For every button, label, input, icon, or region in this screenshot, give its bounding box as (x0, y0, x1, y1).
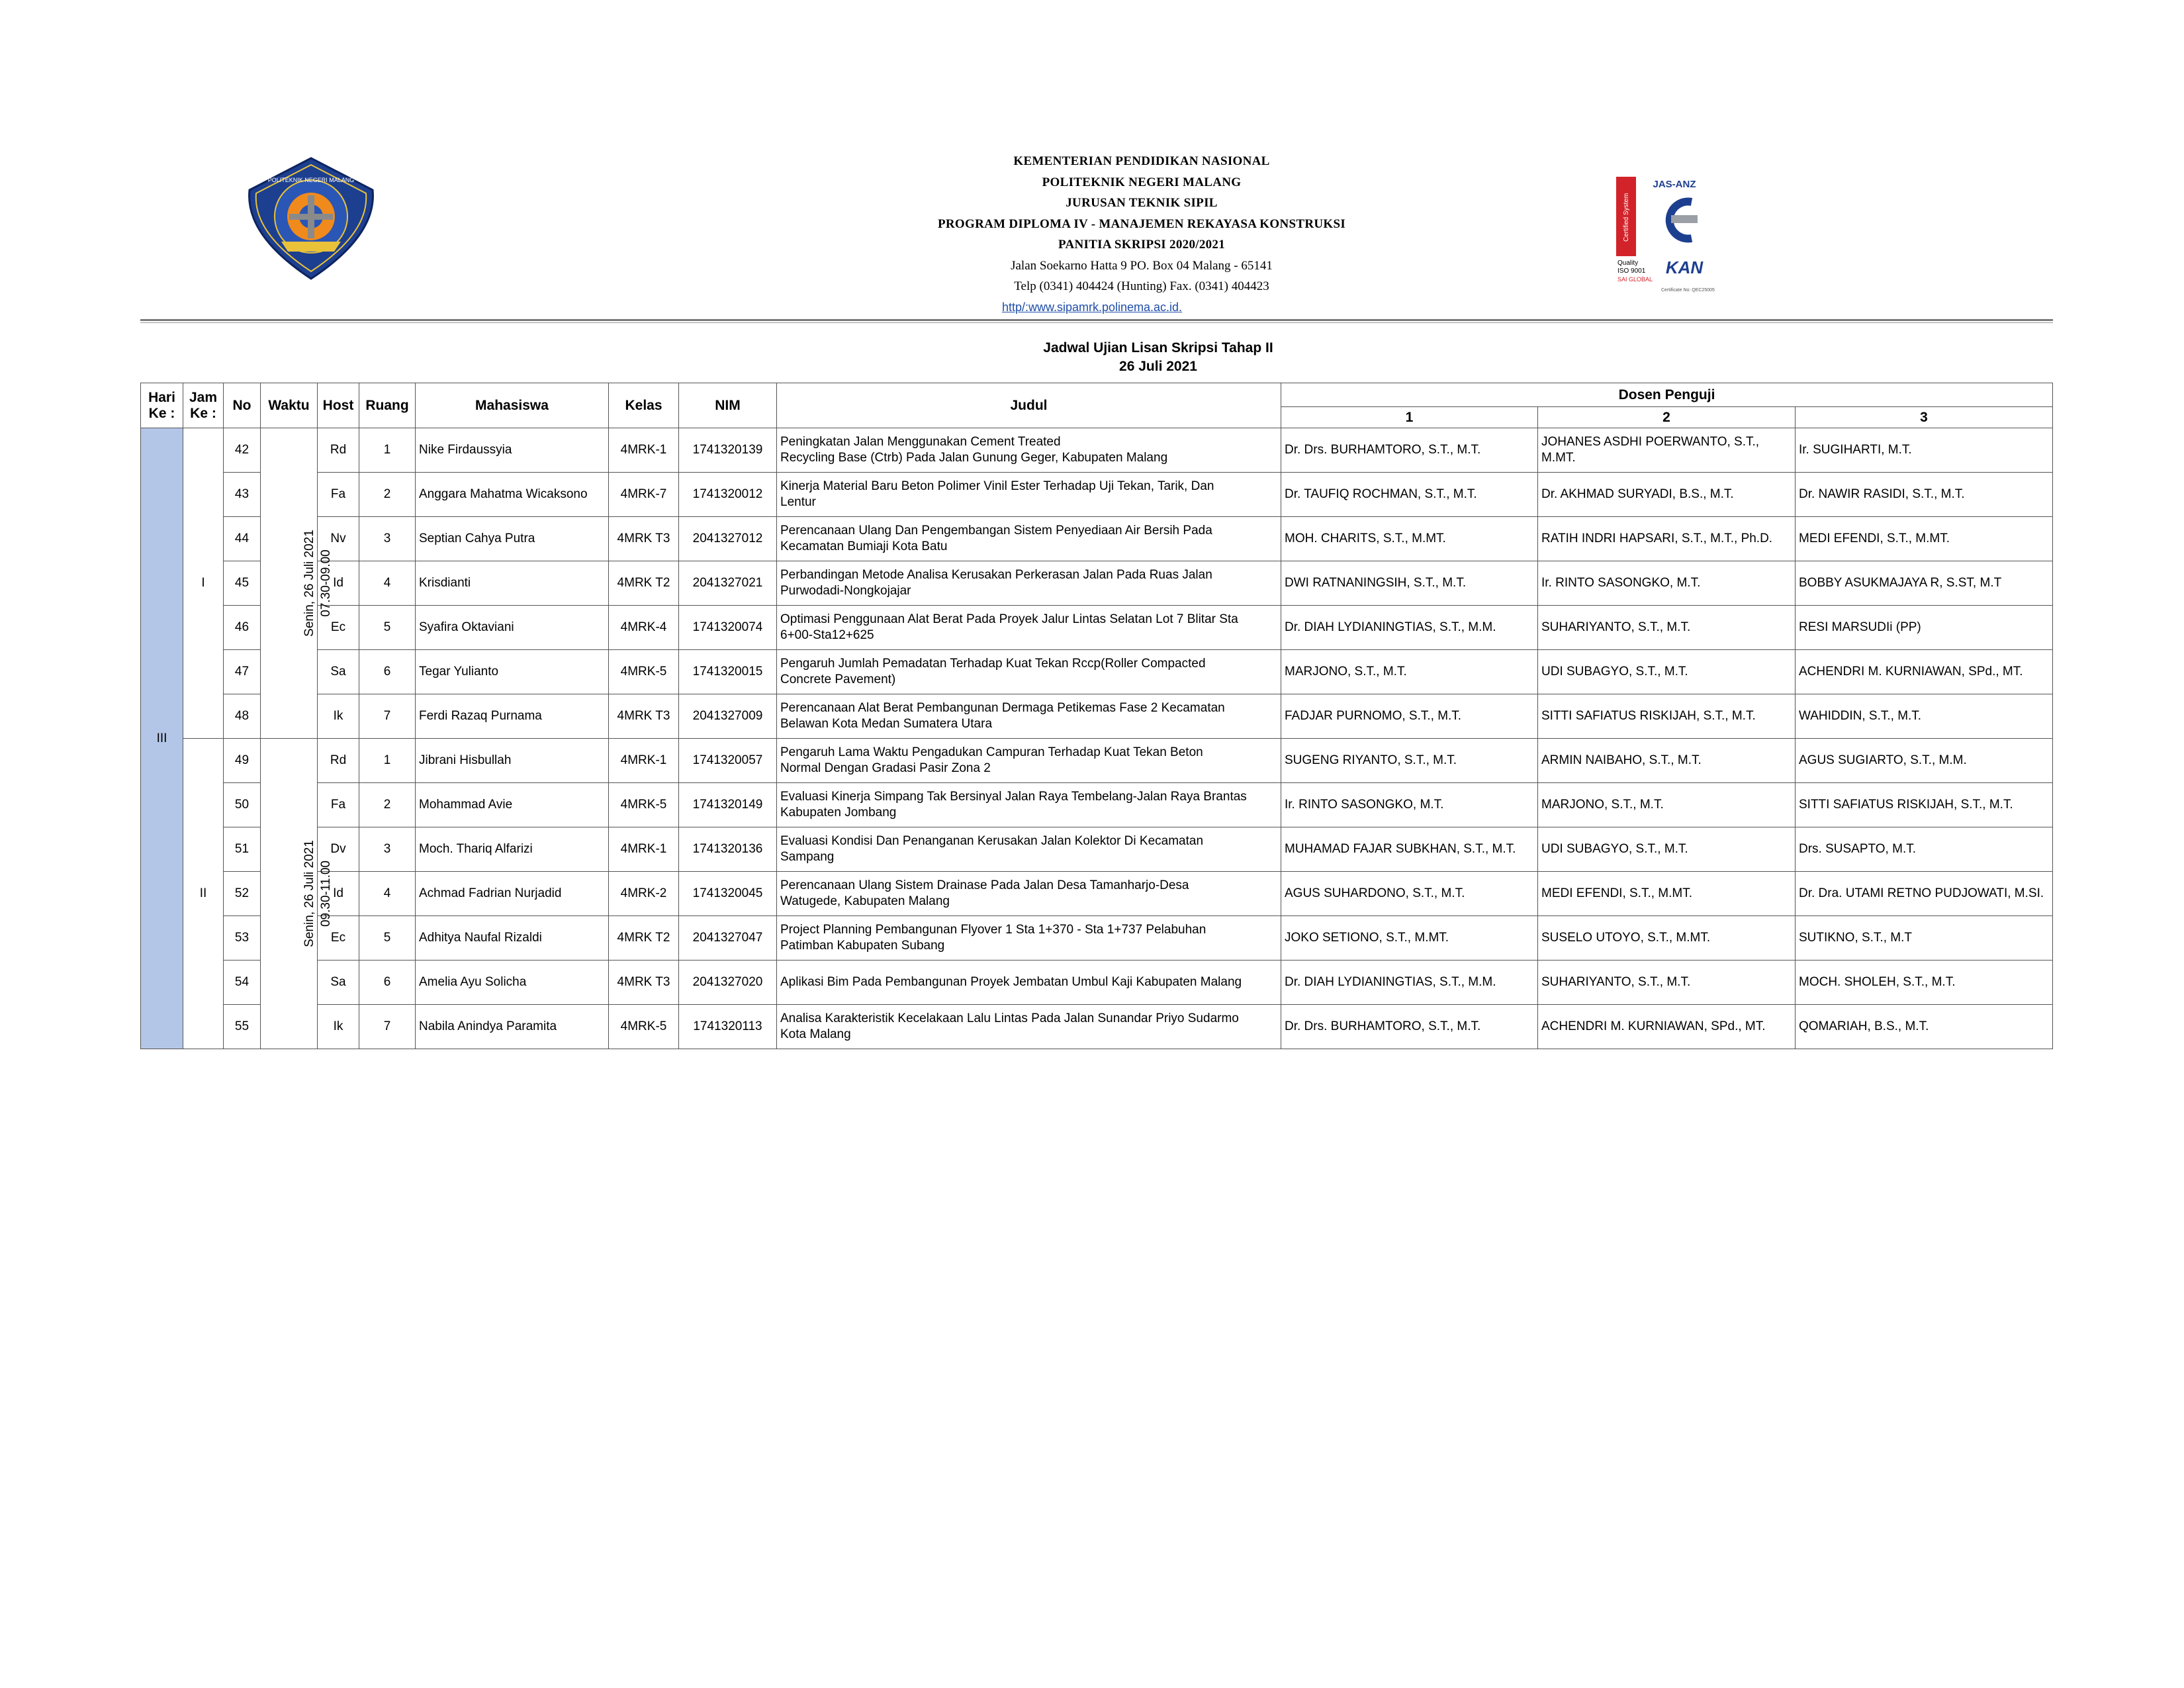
nim-cell: 1741320015 (679, 650, 777, 694)
judul-line-2: 6+00-Sta12+625 (780, 628, 874, 642)
ministry-line: KEMENTERIAN PENDIDIKAN NASIONAL (1013, 154, 1270, 168)
no-cell: 52 (224, 872, 261, 916)
nim-cell: 1741320012 (679, 473, 777, 517)
svg-text:POLITEKNIK NEGERI MALANG: POLITEKNIK NEGERI MALANG (267, 177, 355, 183)
judul-cell (777, 872, 1281, 916)
judul-line-2: Purwodadi-Nongkojajar (780, 584, 911, 598)
col-no: No (224, 383, 261, 428)
kelas-cell: 4MRK-5 (609, 650, 679, 694)
judul-line-1: Optimasi Penggunaan Alat Berat Pada Proyek Jalur Lintas Selatan Lot 7 Blitar Sta (780, 612, 1238, 626)
header-rule-thin (140, 322, 2053, 323)
penguji-1-cell: Ir. RINTO SASONGKO, M.T. (1281, 783, 1538, 827)
penguji-1-cell: MARJONO, S.T., M.T. (1281, 650, 1538, 694)
judul-cell (777, 428, 1281, 473)
col-nim: NIM (679, 383, 777, 428)
penguji-3-cell: WAHIDDIN, S.T., M.T. (1796, 694, 2053, 739)
penguji-1-cell: MUHAMAD FAJAR SUBKHAN, S.T., M.T. (1281, 827, 1538, 872)
svg-text:Certificate No: QEC25005: Certificate No: QEC25005 (1661, 288, 1715, 293)
ruang-cell: 3 (359, 517, 416, 561)
judul-line-2: Patimban Kabupaten Subang (780, 939, 945, 953)
waktu-date: Senin, 26 Juli 2021 (302, 840, 316, 947)
no-cell: 47 (224, 650, 261, 694)
judul-line-1: Perbandingan Metode Analisa Kerusakan Perkerasan Jalan Pada Ruas Jalan (780, 568, 1212, 582)
table-row (141, 473, 2053, 517)
penguji-2-cell: Ir. RINTO SASONGKO, M.T. (1538, 561, 1796, 606)
waktu-date: Senin, 26 Juli 2021 (302, 530, 316, 637)
penguji-2-cell: SUSELO UTOYO, S.T., M.MT. (1538, 916, 1796, 961)
waktu-text (301, 840, 334, 947)
mahasiswa-cell: Moch. Thariq Alfarizi (416, 827, 609, 872)
institution-line: POLITEKNIK NEGERI MALANG (1042, 175, 1242, 189)
col-dosen-penguji: Dosen Penguji (1281, 383, 2053, 407)
department-line: JURUSAN TEKNIK SIPIL (1066, 196, 1218, 210)
mahasiswa-cell: Nabila Anindya Paramita (416, 1005, 609, 1049)
host-cell: Sa (318, 961, 359, 1005)
col-jam: Jam Ke : (183, 383, 224, 428)
document-title (893, 339, 1423, 376)
penguji-3-cell: Dr. NAWIR RASIDI, S.T., M.T. (1796, 473, 2053, 517)
svg-text:ISO 9001: ISO 9001 (1617, 267, 1646, 275)
nim-cell: 1741320074 (679, 606, 777, 650)
table-row (141, 650, 2053, 694)
committee-line: PANITIA SKRIPSI 2020/2021 (1058, 238, 1226, 252)
kelas-cell: 4MRK T3 (609, 961, 679, 1005)
judul-line-1: Evaluasi Kondisi Dan Penanganan Kerusakan Jalan Kolektor Di Kecamatan (780, 834, 1204, 848)
mahasiswa-cell: Krisdianti (416, 561, 609, 606)
jam-cell (183, 428, 224, 739)
hari-cell (141, 428, 183, 1049)
nim-cell: 1741320136 (679, 827, 777, 872)
penguji-1-cell: DWI RATNANINGSIH, S.T., M.T. (1281, 561, 1538, 606)
host-cell: Id (318, 872, 359, 916)
penguji-3-cell: QOMARIAH, B.S., M.T. (1796, 1005, 2053, 1049)
penguji-3-cell: MOCH. SHOLEH, S.T., M.T. (1796, 961, 2053, 1005)
penguji-3-cell: SUTIKNO, S.T., M.T (1796, 916, 2053, 961)
letterhead (794, 151, 1489, 317)
nim-cell: 2041327012 (679, 517, 777, 561)
judul-line-2: Sampang (780, 850, 835, 864)
ruang-cell: 6 (359, 961, 416, 1005)
no-cell: 55 (224, 1005, 261, 1049)
judul-cell (777, 650, 1281, 694)
no-cell: 45 (224, 561, 261, 606)
waktu-time: 09.30-11.00 (318, 861, 333, 927)
table-row (141, 428, 2053, 473)
penguji-3-cell: SITTI SAFIATUS RISKIJAH, S.T., M.T. (1796, 783, 2053, 827)
judul-line-1: Perencanaan Ulang Dan Pengembangan Sistem Penyediaan Air Bersih Pada (780, 524, 1212, 538)
penguji-1-cell: SUGENG RIYANTO, S.T., M.T. (1281, 739, 1538, 783)
judul-line-2: Kecamatan Bumiaji Kota Batu (780, 539, 948, 553)
mahasiswa-cell: Nike Firdaussyia (416, 428, 609, 473)
penguji-3-cell: MEDI EFENDI, S.T., M.MT. (1796, 517, 2053, 561)
mahasiswa-cell: Amelia Ayu Solicha (416, 961, 609, 1005)
svg-text:SAI GLOBAL: SAI GLOBAL (1617, 276, 1653, 283)
certification-logo (1615, 175, 1714, 295)
host-cell: Ik (318, 1005, 359, 1049)
host-cell: Rd (318, 428, 359, 473)
table-row (141, 739, 2053, 783)
kelas-cell: 4MRK T2 (609, 916, 679, 961)
kelas-cell: 4MRK-4 (609, 606, 679, 650)
judul-cell (777, 827, 1281, 872)
kelas-cell: 4MRK-1 (609, 827, 679, 872)
judul-line-1: Peningkatan Jalan Menggunakan Cement Treated (780, 435, 1061, 449)
table-row (141, 1005, 2053, 1049)
judul-line-1: Pengaruh Lama Waktu Pengadukan Campuran Terhadap Kuat Tekan Beton (780, 745, 1203, 759)
title-line: Jadwal Ujian Lisan Skripsi Tahap II (1043, 340, 1273, 355)
col-kelas: Kelas (609, 383, 679, 428)
ruang-cell: 5 (359, 606, 416, 650)
host-cell: Rd (318, 739, 359, 783)
waktu-cell (261, 428, 333, 739)
host-cell: Dv (318, 827, 359, 872)
ruang-cell: 5 (359, 916, 416, 961)
no-cell: 44 (224, 517, 261, 561)
nim-cell: 1741320139 (679, 428, 777, 473)
judul-cell (777, 473, 1281, 517)
judul-line-2: Normal Dengan Gradasi Pasir Zona 2 (780, 761, 991, 775)
penguji-1-cell: MOH. CHARITS, S.T., M.MT. (1281, 517, 1538, 561)
mahasiswa-cell: Syafira Oktaviani (416, 606, 609, 650)
mahasiswa-cell: Tegar Yulianto (416, 650, 609, 694)
penguji-2-cell: MEDI EFENDI, S.T., M.MT. (1538, 872, 1796, 916)
header-rule (140, 319, 2053, 321)
penguji-1-cell: Dr. Drs. BURHAMTORO, S.T., M.T. (1281, 1005, 1538, 1049)
judul-line-2: Kota Malang (780, 1027, 851, 1041)
ruang-cell: 4 (359, 872, 416, 916)
col-waktu: Waktu (261, 383, 318, 428)
no-cell: 54 (224, 961, 261, 1005)
host-cell: Ec (318, 606, 359, 650)
judul-cell (777, 1005, 1281, 1049)
col-ruang: Ruang (359, 383, 416, 428)
kelas-cell: 4MRK-5 (609, 1005, 679, 1049)
jam-cell (183, 739, 224, 1049)
ruang-cell: 2 (359, 783, 416, 827)
penguji-2-cell: RATIH INDRI HAPSARI, S.T., M.T., Ph.D. (1538, 517, 1796, 561)
penguji-2-cell: ACHENDRI M. KURNIAWAN, SPd., MT. (1538, 1005, 1796, 1049)
nim-cell: 1741320057 (679, 739, 777, 783)
nim-cell: 1741320045 (679, 872, 777, 916)
penguji-3-cell: Dr. Dra. UTAMI RETNO PUDJOWATI, M.SI. (1796, 872, 2053, 916)
judul-line-2: Watugede, Kabupaten Malang (780, 894, 950, 908)
penguji-2-cell: SUHARIYANTO, S.T., M.T. (1538, 961, 1796, 1005)
judul-line-1: Kinerja Material Baru Beton Polimer Vinil Ester Terhadap Uji Tekan, Tarik, Dan (780, 479, 1214, 493)
ruang-cell: 6 (359, 650, 416, 694)
judul-cell (777, 517, 1281, 561)
ruang-cell: 7 (359, 1005, 416, 1049)
penguji-3-cell: RESI MARSUDIi (PP) (1796, 606, 2053, 650)
judul-cell (777, 961, 1281, 1005)
kelas-cell: 4MRK T2 (609, 561, 679, 606)
address-line: Jalan Soekarno Hatta 9 PO. Box 04 Malang - 65141 (1011, 258, 1273, 273)
host-cell: Sa (318, 650, 359, 694)
judul-cell (777, 739, 1281, 783)
no-cell: 53 (224, 916, 261, 961)
col-host: Host (318, 383, 359, 428)
kelas-cell: 4MRK-7 (609, 473, 679, 517)
judul-line-2: Belawan Kota Medan Sumatera Utara (780, 717, 993, 731)
col-dosen-1: 1 (1281, 407, 1538, 428)
host-cell: Nv (318, 517, 359, 561)
no-cell: 43 (224, 473, 261, 517)
host-cell: Id (318, 561, 359, 606)
waktu-cell (261, 739, 333, 1049)
svg-text:Certified System: Certified System (1623, 193, 1630, 242)
judul-line-1: Project Planning Pembangunan Flyover 1 Sta 1+370 - Sta 1+737 Pelabuhan (780, 923, 1206, 937)
mahasiswa-cell: Adhitya Naufal Rizaldi (416, 916, 609, 961)
table-row (141, 561, 2053, 606)
kelas-cell: 4MRK-1 (609, 739, 679, 783)
no-cell: 48 (224, 694, 261, 739)
penguji-1-cell: FADJAR PURNOMO, S.T., M.T. (1281, 694, 1538, 739)
kelas-cell: 4MRK-1 (609, 428, 679, 473)
penguji-1-cell: JOKO SETIONO, S.T., M.MT. (1281, 916, 1538, 961)
table-row (141, 827, 2053, 872)
judul-cell (777, 783, 1281, 827)
program-line: PROGRAM DIPLOMA IV - MANAJEMEN REKAYASA KONSTRUKSI (937, 216, 1346, 231)
penguji-1-cell: Dr. TAUFIQ ROCHMAN, S.T., M.T. (1281, 473, 1538, 517)
ruang-cell: 1 (359, 428, 416, 473)
judul-line-2: Recycling Base (Ctrb) Pada Jalan Gunung Geger, Kabupaten Malang (780, 451, 1168, 465)
no-cell: 50 (224, 783, 261, 827)
judul-line-2: Lentur (780, 495, 816, 509)
judul-line-1: Analisa Karakteristik Kecelakaan Lalu Lintas Pada Jalan Sunandar Priyo Sudarmo (780, 1011, 1239, 1025)
svg-text:JAS-ANZ: JAS-ANZ (1653, 179, 1696, 190)
penguji-3-cell: AGUS SUGIARTO, S.T., M.M. (1796, 739, 2053, 783)
penguji-2-cell: Dr. AKHMAD SURYADI, B.S., M.T. (1538, 473, 1796, 517)
penguji-1-cell: AGUS SUHARDONO, S.T., M.T. (1281, 872, 1538, 916)
penguji-2-cell: UDI SUBAGYO, S.T., M.T. (1538, 827, 1796, 872)
table-row (141, 961, 2053, 1005)
col-dosen-3: 3 (1796, 407, 2053, 428)
no-cell: 49 (224, 739, 261, 783)
penguji-2-cell: MARJONO, S.T., M.T. (1538, 783, 1796, 827)
mahasiswa-cell: Achmad Fadrian Nurjadid (416, 872, 609, 916)
judul-cell (777, 606, 1281, 650)
host-cell: Fa (318, 473, 359, 517)
table-row (141, 916, 2053, 961)
penguji-2-cell: SUHARIYANTO, S.T., M.T. (1538, 606, 1796, 650)
judul-cell (777, 561, 1281, 606)
judul-line-1: Evaluasi Kinerja Simpang Tak Bersinyal Jalan Raya Tembelang-Jalan Raya Brantas (780, 790, 1247, 804)
ruang-cell: 7 (359, 694, 416, 739)
ruang-cell: 4 (359, 561, 416, 606)
penguji-3-cell: ACHENDRI M. KURNIAWAN, SPd., MT. (1796, 650, 2053, 694)
table-row (141, 783, 2053, 827)
kelas-cell: 4MRK T3 (609, 694, 679, 739)
table-row (141, 694, 2053, 739)
nim-cell: 2041327047 (679, 916, 777, 961)
table-row (141, 606, 2053, 650)
phone-line: Telp (0341) 404424 (Hunting) Fax. (0341) 404423 (1014, 279, 1269, 293)
no-cell: 51 (224, 827, 261, 872)
penguji-2-cell: ARMIN NAIBAHO, S.T., M.T. (1538, 739, 1796, 783)
svg-text:KAN: KAN (1665, 258, 1704, 277)
judul-line-1: Aplikasi Bim Pada Pembangunan Proyek Jembatan Umbul Kaji Kabupaten Malang (780, 975, 1242, 989)
header-row (141, 383, 2053, 407)
mahasiswa-cell: Anggara Mahatma Wicaksono (416, 473, 609, 517)
kelas-cell: 4MRK-2 (609, 872, 679, 916)
website-link[interactable]: http/:www.sipamrk.polinema.ac.id. (1001, 300, 1183, 314)
hari-value: III (156, 731, 167, 745)
polinema-logo (242, 156, 381, 281)
ruang-cell: 1 (359, 739, 416, 783)
waktu-time: 07.30-09.00 (318, 549, 333, 617)
mahasiswa-cell: Mohammad Avie (416, 783, 609, 827)
kelas-cell: 4MRK-5 (609, 783, 679, 827)
host-cell: Ik (318, 694, 359, 739)
mahasiswa-cell: Ferdi Razaq Purnama (416, 694, 609, 739)
svg-text:Quality: Quality (1617, 259, 1639, 267)
kelas-cell: 4MRK T3 (609, 517, 679, 561)
host-cell: Ec (318, 916, 359, 961)
judul-line-1: Perencanaan Alat Berat Pembangunan Dermaga Petikemas Fase 2 Kecamatan (780, 701, 1225, 715)
col-dosen-2: 2 (1538, 407, 1796, 428)
judul-line-1: Pengaruh Jumlah Pemadatan Terhadap Kuat Tekan Rccp(Roller Compacted (780, 657, 1206, 671)
table-row (141, 872, 2053, 916)
penguji-3-cell: BOBBY ASUKMAJAYA R, S.ST, M.T (1796, 561, 2053, 606)
jam-value: II (199, 886, 207, 900)
col-mahasiswa: Mahasiswa (416, 383, 609, 428)
jam-value: I (201, 576, 205, 590)
penguji-1-cell: Dr. Drs. BURHAMTORO, S.T., M.T. (1281, 428, 1538, 473)
judul-cell (777, 916, 1281, 961)
waktu-text (301, 530, 334, 637)
judul-line-1: Perencanaan Ulang Sistem Drainase Pada Jalan Desa Tamanharjo-Desa (780, 878, 1189, 892)
title-date: 26 Juli 2021 (1119, 359, 1197, 374)
nim-cell: 2041327009 (679, 694, 777, 739)
no-cell: 42 (224, 428, 261, 473)
nim-cell: 2041327021 (679, 561, 777, 606)
host-cell: Fa (318, 783, 359, 827)
penguji-3-cell: Ir. SUGIHARTI, M.T. (1796, 428, 2053, 473)
nim-cell: 1741320149 (679, 783, 777, 827)
col-hari: Hari Ke : (141, 383, 183, 428)
penguji-2-cell: UDI SUBAGYO, S.T., M.T. (1538, 650, 1796, 694)
judul-line-2: Kabupaten Jombang (780, 806, 897, 820)
table-row (141, 517, 2053, 561)
penguji-3-cell: Drs. SUSAPTO, M.T. (1796, 827, 2053, 872)
penguji-2-cell: SITTI SAFIATUS RISKIJAH, S.T., M.T. (1538, 694, 1796, 739)
penguji-2-cell: JOHANES ASDHI POERWANTO, S.T., M.MT. (1538, 428, 1796, 473)
no-cell: 46 (224, 606, 261, 650)
schedule-table (140, 383, 2053, 1049)
mahasiswa-cell: Septian Cahya Putra (416, 517, 609, 561)
nim-cell: 2041327020 (679, 961, 777, 1005)
nim-cell: 1741320113 (679, 1005, 777, 1049)
penguji-1-cell: Dr. DIAH LYDIANINGTIAS, S.T., M.M. (1281, 961, 1538, 1005)
ruang-cell: 3 (359, 827, 416, 872)
mahasiswa-cell: Jibrani Hisbullah (416, 739, 609, 783)
judul-line-2: Concrete Pavement) (780, 673, 896, 686)
penguji-1-cell: Dr. DIAH LYDIANINGTIAS, S.T., M.M. (1281, 606, 1538, 650)
ruang-cell: 2 (359, 473, 416, 517)
col-judul: Judul (777, 383, 1281, 428)
judul-cell (777, 694, 1281, 739)
